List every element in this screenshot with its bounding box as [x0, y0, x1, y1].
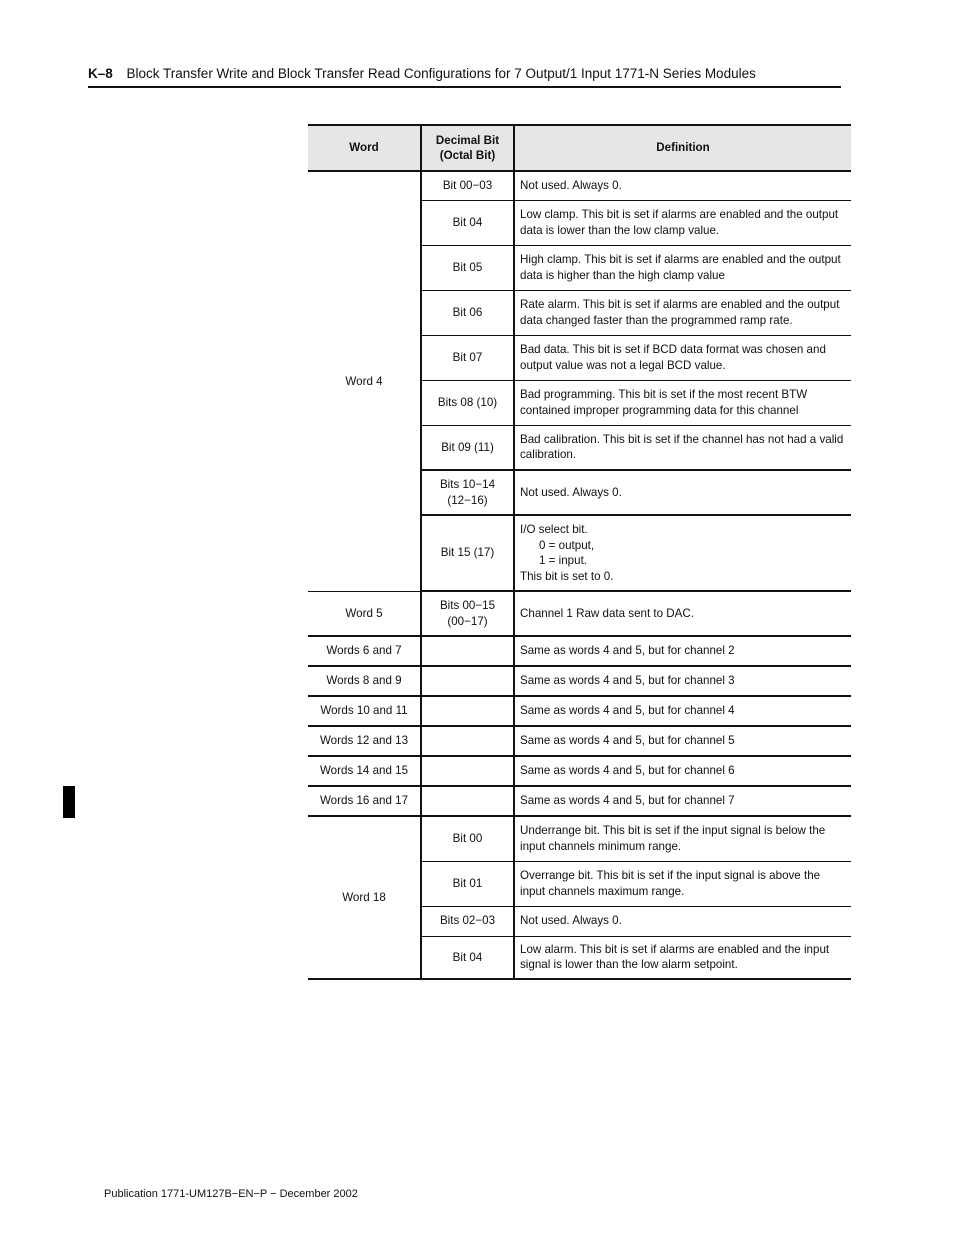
- table-row: [308, 756, 851, 786]
- definition-cell: Same as words 4 and 5, but for channel 2: [514, 636, 851, 666]
- bit-cell: [421, 696, 514, 726]
- bit-definition-table: [308, 124, 851, 980]
- definition-cell: Same as words 4 and 5, but for channel 5: [514, 726, 851, 756]
- word-cell: Words 12 and 13: [308, 726, 421, 756]
- bit-cell: Bits 08 (10): [421, 380, 514, 425]
- bit-cell: Bit 00−03: [421, 171, 514, 200]
- bit-cell: [421, 666, 514, 696]
- bit-cell: [421, 591, 514, 636]
- bit-cell: Bit 15 (17): [421, 515, 514, 591]
- definition-cell: Low alarm. This bit is set if alarms are enabled and the input signal is lower than the low alarm setpoint.: [514, 936, 851, 979]
- bit-cell-line1: Bits 10−14: [439, 478, 496, 491]
- word-cell: Words 14 and 15: [308, 756, 421, 786]
- definition-cell: Not used. Always 0.: [514, 171, 851, 200]
- definition-line: I/O select bit.: [520, 523, 588, 536]
- definition-cell: Not used. Always 0.: [514, 906, 851, 936]
- definition-line: 1 = input.: [539, 554, 588, 567]
- table-header-row: [308, 125, 851, 171]
- page-title: Block Transfer Write and Block Transfer Read Configurations for 7 Output/1 Input 1771-N Series Modules: [126, 66, 756, 81]
- column-header-word: Word: [308, 125, 421, 171]
- table-row: [308, 636, 851, 666]
- definition-cell: Same as words 4 and 5, but for channel 7: [514, 786, 851, 816]
- column-header-definition: Definition: [514, 125, 851, 171]
- definition-cell: Bad data. This bit is set if BCD data format was chosen and output value was not a legal BCD value.: [514, 335, 851, 380]
- bit-cell: Bit 07: [421, 335, 514, 380]
- bit-cell: Bit 05: [421, 245, 514, 290]
- bit-cell: [421, 470, 514, 515]
- bit-cell: Bit 09 (11): [421, 425, 514, 470]
- bit-cell: Bit 06: [421, 290, 514, 335]
- section-thumb-tab: [63, 786, 75, 818]
- definition-cell: Same as words 4 and 5, but for channel 6: [514, 756, 851, 786]
- bit-cell-line2: (12−16): [447, 493, 488, 507]
- definition-cell: Channel 1 Raw data sent to DAC.: [514, 591, 851, 636]
- word-cell: Words 10 and 11: [308, 696, 421, 726]
- word-cell: Words 6 and 7: [308, 636, 421, 666]
- table-row: [308, 696, 851, 726]
- table-row: [308, 726, 851, 756]
- table-row: [308, 171, 851, 200]
- bit-cell: [421, 636, 514, 666]
- page-header: [88, 66, 840, 81]
- word-cell: Words 16 and 17: [308, 786, 421, 816]
- bit-cell: [421, 786, 514, 816]
- definition-cell: Underrange bit. This bit is set if the input signal is below the input channels minimum range.: [514, 816, 851, 861]
- word-cell: Word 5: [308, 591, 421, 636]
- bit-cell: Bit 04: [421, 936, 514, 979]
- bit-cell: [421, 756, 514, 786]
- table-row: [308, 591, 851, 636]
- definition-cell: [514, 515, 851, 591]
- definition-cell: Not used. Always 0.: [514, 470, 851, 515]
- definition-cell: Rate alarm. This bit is set if alarms are enabled and the output data changed faster than the programmed ramp rate.: [514, 290, 851, 335]
- definition-cell: Same as words 4 and 5, but for channel 3: [514, 666, 851, 696]
- bit-cell-line1: Bits 00−15: [439, 599, 496, 612]
- column-header-bit: [421, 125, 514, 171]
- page-number: K–8: [88, 66, 113, 81]
- bit-cell: [421, 726, 514, 756]
- table-row: [308, 816, 851, 861]
- bit-cell: Bit 00: [421, 816, 514, 861]
- definition-line: 0 = output,: [539, 538, 595, 552]
- table-row: [308, 666, 851, 696]
- header-rule: [88, 86, 841, 88]
- definition-line: This bit is set to 0.: [520, 569, 614, 583]
- word-cell: Words 8 and 9: [308, 666, 421, 696]
- definition-cell: Overrange bit. This bit is set if the input signal is above the input channels maximum range.: [514, 861, 851, 906]
- definition-cell: Bad programming. This bit is set if the most recent BTW contained improper programming data for this channel: [514, 380, 851, 425]
- definition-cell: Same as words 4 and 5, but for channel 4: [514, 696, 851, 726]
- definition-cell: Low clamp. This bit is set if alarms are enabled and the output data is lower than the low clamp value.: [514, 200, 851, 245]
- definition-cell: High clamp. This bit is set if alarms are enabled and the output data is higher than the high clamp value: [514, 245, 851, 290]
- publication-footer: Publication 1771-UM127B−EN−P − December 2002: [104, 1188, 358, 1200]
- column-header-bit-line2: (Octal Bit): [439, 149, 496, 162]
- table-row: [308, 786, 851, 816]
- bit-cell: Bit 01: [421, 861, 514, 906]
- word-cell: Word 4: [308, 171, 421, 591]
- word-cell: Word 18: [308, 816, 421, 979]
- bit-cell: Bits 02−03: [421, 906, 514, 936]
- definition-cell: Bad calibration. This bit is set if the channel has not had a valid calibration.: [514, 425, 851, 470]
- bit-cell: Bit 04: [421, 200, 514, 245]
- column-header-bit-line1: Decimal Bit: [435, 133, 500, 147]
- bit-cell-line2: (00−17): [447, 614, 488, 628]
